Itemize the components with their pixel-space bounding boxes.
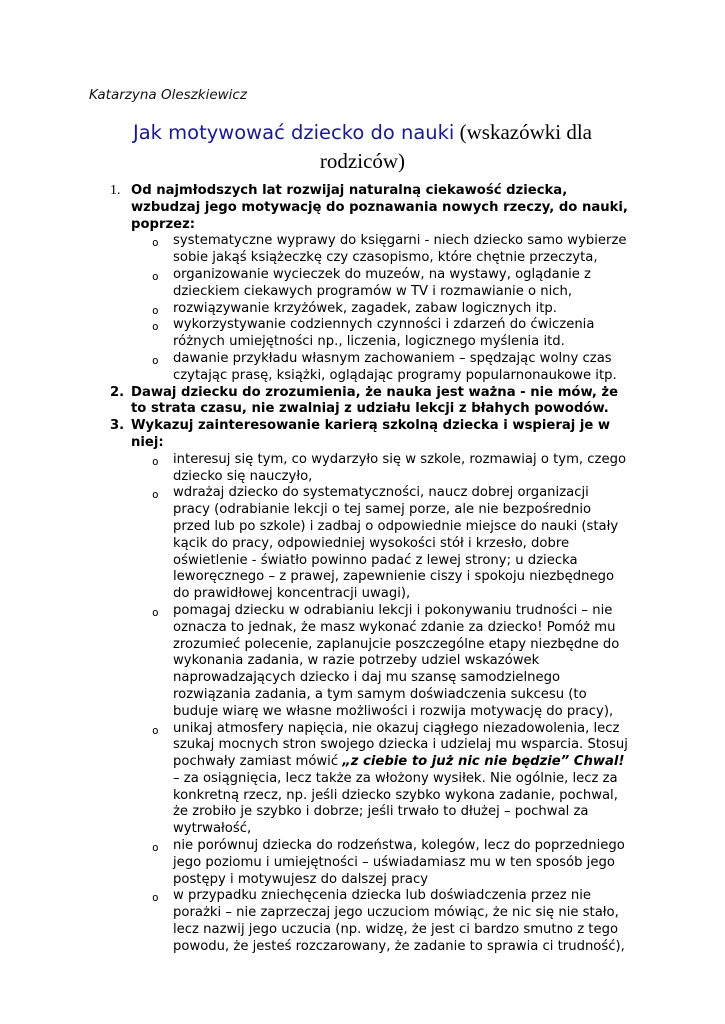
bullet-o-icon: o (152, 723, 159, 737)
quote-emphasis: „z ciebie to już nic nie będzie” Chwal! (342, 754, 625, 770)
sub-item-text-quote (173, 721, 628, 839)
list-item-2 (0, 385, 725, 419)
list-item-text: Wykazuj zainteresowanie karierą szkolną dziecka i wspieraj je w niej: (131, 418, 611, 450)
sub-item (0, 233, 725, 267)
sub-item (0, 267, 725, 301)
list-item-text: Dawaj dziecku do zrozumienia, że nauka jest ważna - nie mów, że to strata czasu, nie zwalniaj z udziału lekcji z błahych powodów. (131, 384, 619, 417)
bullet-o-icon: o (152, 891, 159, 905)
sub-item-text: dawanie przykładu własnym zachowaniem – spędzając wolny czas czytając prasę, książki, oglądając programy popularnonaukowe itp. (173, 350, 617, 383)
sub-item (0, 485, 725, 603)
quote-before: unikaj atmosfery napięcia, nie okazuj ciągłego niezadowolenia, lecz szukaj mocnych stron swojego dziecka i udzielaj mu wsparcia. Stosuj pochwały zamiast mówić (173, 720, 628, 770)
sub-item (0, 317, 725, 351)
sub-item-text: systematyczne wyprawy do księgarni - niech dziecko samo wybierze sobie jakąś książeczkę czy czasopismo, które chętnie przeczyta, (173, 233, 627, 266)
list-number: 3. (110, 418, 125, 434)
sub-item (0, 301, 725, 318)
title-sub-line2: rodziców) (319, 149, 406, 173)
sub-item-text: organizowanie wycieczek do muzeów, na wystawy, oglądanie z dzieckiem ciekawych programów w TV i rozmawianie o nich, (173, 266, 591, 299)
list-number: 1. (110, 183, 121, 198)
sub-item-text: pomagaj dziecku w odrabianiu lekcji i pokonywaniu trudności – nie oznacza to jednak, że masz wykonać zdanie za dziecko! Pomóż mu zrozumieć polecenie, zaplanujcie poszczególne etapy niezbędne do wykonania zadania, w razie potrzeby udziel wskazówek naprowadzających dziecko i daj mu szansę samodzielnego rozwiązania zadania, a tym samym doświadczenia sukcesu (to buduje wiarę we własne możliwości i rozwija motywację do pracy), (173, 602, 620, 719)
sub-item (0, 603, 725, 721)
bullet-o-icon: o (152, 488, 159, 502)
sub-item (0, 351, 725, 385)
bullet-o-icon: o (152, 353, 159, 367)
quote-after: – za osiągnięcia, lecz także za włożony wysiłek. Nie ogólnie, lecz za konkretną rzecz, np. jeśli dziecko szybko wykona zadanie, pochwal, że zrobiło je szybko i dobrze; jeśli trwało to dłużej – pochwal za wytrwałość, (173, 770, 618, 837)
sub-item-text: w przypadku zniechęcenia dziecka lub doświadczenia przez nie porażki – nie zaprzeczaj jego uczuciom mówiąc, że nic się nie stało, lecz nazwij jego uczucia (np. widzę, że jest ci bardzo smutno z tego powodu, że jesteś rozczarowany, że zadanie to sprawia ci trudność), (173, 888, 625, 954)
list-item-3 (0, 418, 725, 452)
list-number: 2. (110, 384, 125, 400)
sub-item-text: wdrażaj dziecko do systematyczności, naucz dobrej organizacji pracy (odrabianie lekcji o tej samej porze, ale nie bezpośrednio przed lub po szkole) i zadbaj o odpowiednie miejsce do nauki (stały kącik do pracy, odpowiedniej wysokości stół i krzesło, dobre oświetlenie - światło powinno padać z lewej strony; u dziecka leworęcznego – z prawej, zapewnienie ciszy i spokoju niezbędnego do prawidłowej koncentracji uwagi), (173, 485, 619, 602)
sub-item (0, 888, 725, 955)
title-sub-line1: (wskazówki dla (454, 120, 592, 144)
bullet-o-icon: o (152, 320, 159, 334)
sub-item (0, 838, 725, 888)
bullet-o-icon: o (152, 269, 159, 283)
list-item-1 (0, 183, 725, 233)
bullet-o-icon: o (152, 303, 159, 317)
sub-item (0, 452, 725, 486)
title-main: Jak motywować dziecko do nauki (132, 121, 455, 144)
document-body (0, 183, 725, 956)
bullet-o-icon: o (152, 236, 159, 250)
sub-item-text: interesuj się tym, co wydarzyło się w szkole, rozmawiaj o tym, czego dziecko się nauczyło, (173, 451, 627, 484)
bullet-o-icon: o (152, 454, 159, 468)
sub-item-text: rozwiązywanie krzyżówek, zagadek, zabaw logicznych itp. (173, 300, 557, 316)
sub-item (0, 721, 725, 839)
sub-item-text: wykorzystywanie codziennych czynności i zdarzeń do ćwiczenia różnych umiejętności np., liczenia, logicznego myślenia itd. (173, 317, 595, 350)
bullet-o-icon: o (152, 605, 159, 619)
sub-item-text: nie porównuj dziecka do rodzeństwa, kolegów, lecz do poprzedniego jego poziomu i umiejętności – uświadamiasz mu w ten sposób jego postępy i motywujesz do dalszej pracy (173, 838, 625, 887)
document-title (60, 119, 665, 177)
bullet-o-icon: o (152, 841, 159, 855)
author-name: Katarzyna Oleszkiewicz (89, 87, 247, 103)
list-item-text: Od najmłodszych lat rozwijaj naturalną ciekawość dziecka, wzbudzaj jego motywację do poznawania nowych rzeczy, do nauki, poprzez: (131, 183, 628, 232)
